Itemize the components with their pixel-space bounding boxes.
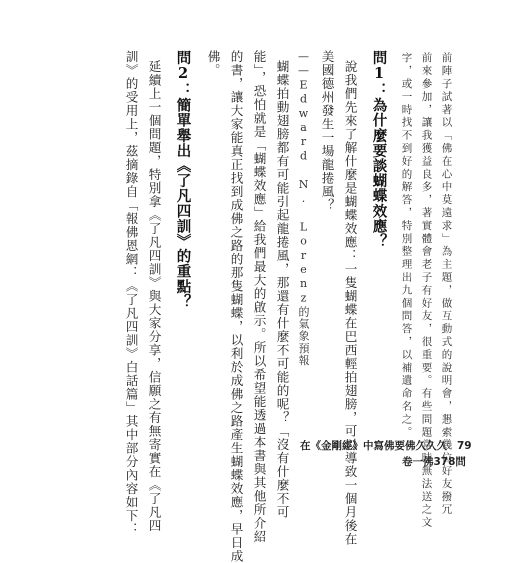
footer-series-label: 卷一佛378問	[402, 456, 466, 468]
q1-source-note: ——Edward N. Lorenz的氣象預報	[297, 50, 310, 367]
question-2-heading: 問2：簡單舉出《了凡四訓》的重點？	[174, 50, 192, 310]
intro-column-1: 前陣子試著以「佛在心中莫遠求」為主題，做互動式的說明會，懇索幾位好友撥冗	[440, 52, 453, 517]
running-footer	[300, 438, 472, 453]
q2-body-column-2: 訓》的受用上，茲摘錄自「報佛恩網：《了凡四訓》白話篇」其中部分內容如下：	[123, 50, 139, 536]
footer-book-title: 在《金剛經》中寫佛要佛久久久	[300, 440, 447, 452]
page-number: 79	[457, 440, 472, 452]
q1-answer-column-3: 的書，讓大家能真正找到成佛之路的那隻蝴蝶，以利於成佛之路產生蝴蝶效應，早日成	[228, 50, 244, 563]
q1-body-column-1: 說我們先來了解什麼是蝴蝶效應：一隻蝴蝶在巴西輕拍翅膀，可以導致一個月後在	[342, 60, 358, 546]
q1-body-column-2: 美國德州發生一場龍捲風？	[319, 50, 335, 212]
q1-answer-column-4: 佛。	[205, 50, 221, 77]
q1-answer-column-1: 蝴蝶拍動翅膀都有可能引起龍捲風，那還有什麼不可能的呢？「沒有什麼不可	[274, 60, 290, 519]
question-1-heading: 問1：為什麼要談蝴蝶效應？	[370, 50, 388, 249]
intro-column-2: 前來參加，讓我獲益良多，著實體會老子有好友，很重要。有些問題當時無法送之文	[420, 52, 433, 530]
q2-body-column-1: 延續上一個問題，特別拿《了凡四訓》與大家分享，信願之有無寄實在《了凡四	[146, 60, 162, 533]
intro-column-3: 字，或一時找不到好的解答，特別整理出九個問答，以補遺命名之。	[400, 52, 413, 439]
q1-answer-column-2: 能」，恐怕就是「蝴蝶效應」給我們最大的啟示。所以希望能透過本書與其他所介紹	[251, 50, 267, 544]
